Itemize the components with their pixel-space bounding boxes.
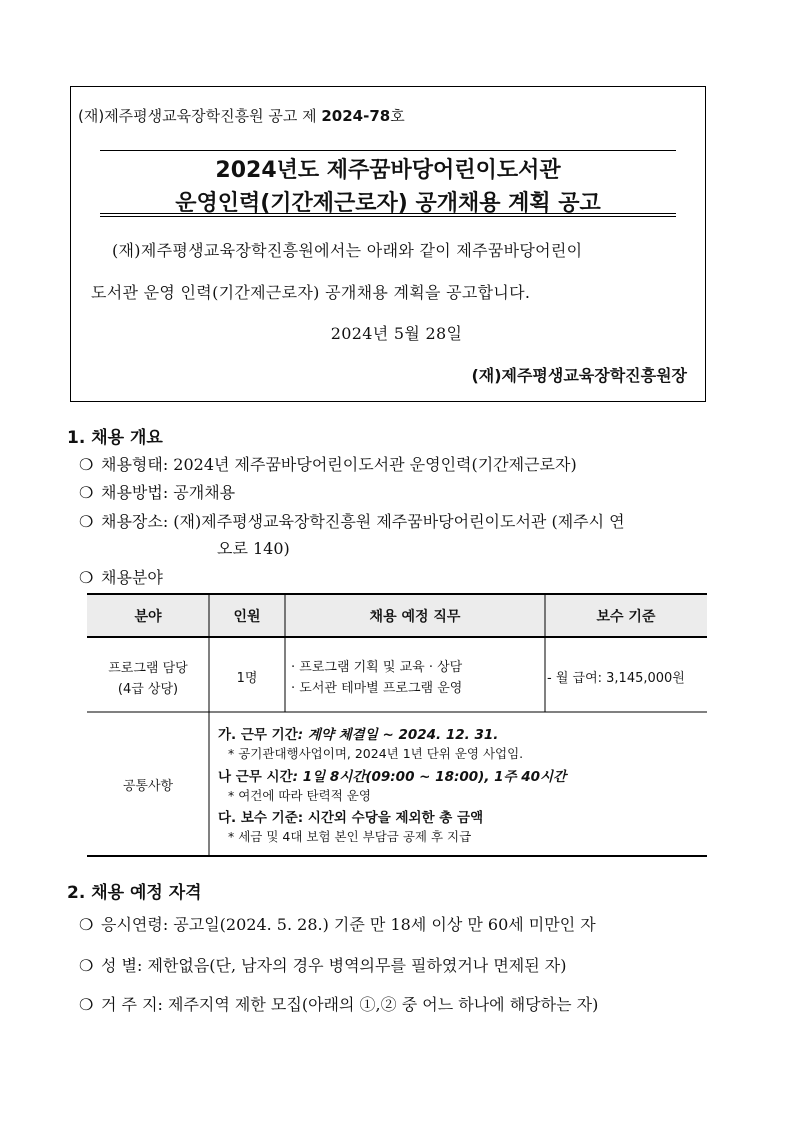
table-cell-duty-1: · 프로그램 기획 및 교육 · 상담 (291, 660, 463, 675)
notice-title-line2: 운영인력(기간제근로자) 공개채용 계획 공고 (175, 191, 601, 216)
notice-title-line1: 2024년도 제주꿈바당어린이도서관 (215, 158, 561, 183)
table-cell-common-label: 공통사항 (122, 779, 174, 794)
bullet-icon: ❍ (79, 995, 94, 1014)
bullet-icon: ❍ (79, 512, 94, 531)
list-item: ❍ 채용분야 (79, 568, 163, 587)
table-cell-field-1: 프로그램 담당 (108, 661, 188, 676)
common-hours-note: * 여건에 따라 탄력적 운영 (228, 788, 371, 803)
bullet-icon: ❍ (79, 915, 94, 934)
common-hours: 나 근무 시간: 1일 8시간(09:00 ~ 18:00), 1주 40시간 (218, 769, 567, 785)
common-period: 가. 근무 기간: 계약 체결일 ~ 2024. 12. 31. (218, 727, 499, 743)
bullet-icon: ❍ (79, 455, 94, 474)
section2-heading: 2. 채용 예정 자격 (67, 883, 202, 903)
bullet-icon: ❍ (79, 956, 94, 975)
table-header-field: 분야 (134, 609, 162, 625)
notice-date: 2024년 5월 28일 (330, 324, 463, 343)
table-cell-pay: - 월 급여: 3,145,000원 (547, 671, 685, 686)
notice-issuer: (재)제주평생교육장학진흥원장 (471, 366, 687, 385)
list-item: ❍ 거 주 지: 제주지역 제한 모집(아래의 ①,② 중 어느 하나에 해당하는 자) (79, 995, 599, 1014)
section1-heading: 1. 채용 개요 (67, 428, 163, 448)
list-item-continuation: 오로 140) (217, 539, 290, 558)
table-header-count: 인원 (233, 609, 261, 625)
list-item: ❍ 채용방법: 공개채용 (79, 483, 236, 502)
table-cell-duty-2: · 도서관 테마별 프로그램 운영 (291, 681, 463, 696)
list-item: ❍ 채용장소: (재)제주평생교육장학진흥원 제주꿈바당어린이도서관 (제주시 연 (79, 512, 625, 531)
common-period-note: * 공기관대행사업이며, 2024년 1년 단위 운영 사업임. (228, 746, 524, 761)
notice-number: (재)제주평생교육장학진흥원 공고 제 2024-78호 (78, 107, 405, 125)
common-pay-note: * 세금 및 4대 보험 본인 부담금 공제 후 지급 (228, 829, 472, 844)
bullet-icon: ❍ (79, 568, 94, 587)
notice-body-line1: (재)제주평생교육장학진흥원에서는 아래와 같이 제주꿈바당어린이 (112, 241, 583, 260)
list-item: ❍ 응시연령: 공고일(2024. 5. 28.) 기준 만 18세 이상 만 60세 미만인 자 (79, 915, 596, 934)
list-item: ❍ 채용형태: 2024년 제주꿈바당어린이도서관 운영인력(기간제근로자) (79, 455, 577, 474)
table-header-duty: 채용 예정 직무 (369, 609, 461, 625)
table-cell-count: 1명 (236, 671, 258, 686)
table-cell-field-2: (4급 상당) (117, 682, 179, 697)
common-pay: 다. 보수 기준: 시간외 수당을 제외한 총 금액 (218, 810, 484, 826)
table-header-pay: 보수 기준 (596, 609, 656, 625)
list-item: ❍ 성 별: 제한없음(단, 남자의 경우 병역의무를 필하였거나 면제된 자) (79, 956, 567, 975)
bullet-icon: ❍ (79, 483, 94, 502)
notice-body-line2: 도서관 운영 인력(기간제근로자) 공개채용 계획을 공고합니다. (91, 283, 531, 302)
